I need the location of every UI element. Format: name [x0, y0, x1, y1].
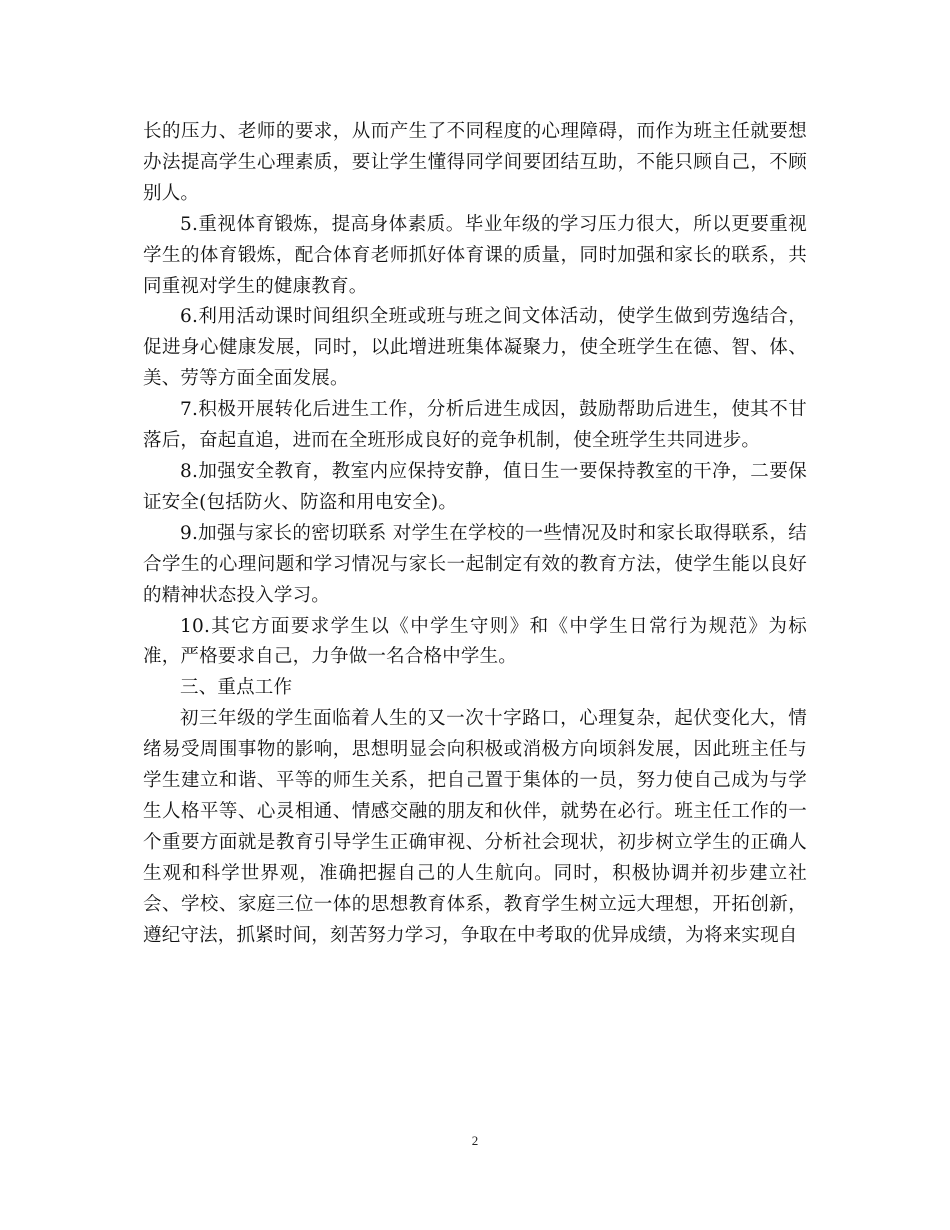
- paragraph-item-9: 9.加强与家长的密切联系 对学生在学校的一些情况及时和家长取得联系，结合学生的心理问题和学习情况与家长一起制定有效的教育方法，使学生能以良好的精神状态投入学习。: [143, 522, 807, 606]
- paragraph-item-5: 5.重视体育锻炼，提高身体素质。毕业年级的学习压力很大，所以更要重视学生的体育锻炼，配合体育老师抓好体育课的质量，同时加强和家长的联系，共同重视对学生的健康教育。: [143, 213, 807, 297]
- paragraph-item-8: 8.加强安全教育，教室内应保持安静，值日生一要保持教室的干净，二要保证安全(包括防火、防盗和用电安全)。: [143, 460, 807, 513]
- paragraph-item-7: 7.积极开展转化后进生工作，分析后进生成因，鼓励帮助后进生，使其不甘落后，奋起直追，进而在全班形成良好的竞争机制，使全班学生共同进步。: [143, 399, 807, 452]
- section-heading: 三、重点工作: [180, 677, 293, 699]
- paragraph-continuation: 长的压力、老师的要求，从而产生了不同程度的心理障碍，而作为班主任就要想办法提高学生心理素质，要让学生懂得同学间要团结互助，不能只顾自己，不顾别人。: [143, 121, 807, 204]
- page-number: 2: [471, 1133, 479, 1148]
- document-body: [143, 117, 807, 951]
- paragraph-key-work: 初三年级的学生面临着人生的又一次十字路口，心理复杂，起伏变化大，情绪易受周围事物的影响，思想明显会向积极或消极方向顷斜发展，因此班主任与学生建立和谐、平等的师生关系，把自己置于集体的一员，努力使自己成为与学生人格平等、心灵相通、情感交融的朋友和伙伴，就势在必行。班主任工作的一个重要方面就是教育引导学生正确审视、分析社会现状，初步树立学生的正确人生观和科学世界观，准确把握自己的人生航向。同时，积极协调并初步建立社会、学校、家庭三位一体的思想教育体系，教育学生树立远大理想，开拓创新，遵纪守法，抓紧时间，刻苦努力学习，争取在中考取的优异成绩，为将来实现自: [143, 708, 807, 946]
- paragraph-item-6: 6.利用活动课时间组织全班或班与班之间文体活动，使学生做到劳逸结合，促进身心健康发展，同时，以此增进班集体凝聚力，使全班学生在德、智、体、美、劳等方面全面发展。: [143, 306, 807, 390]
- paragraph-item-10: 10.其它方面要求学生以《中学生守则》和《中学生日常行为规范》为标准，严格要求自己，力争做一名合格中学生。: [143, 615, 807, 668]
